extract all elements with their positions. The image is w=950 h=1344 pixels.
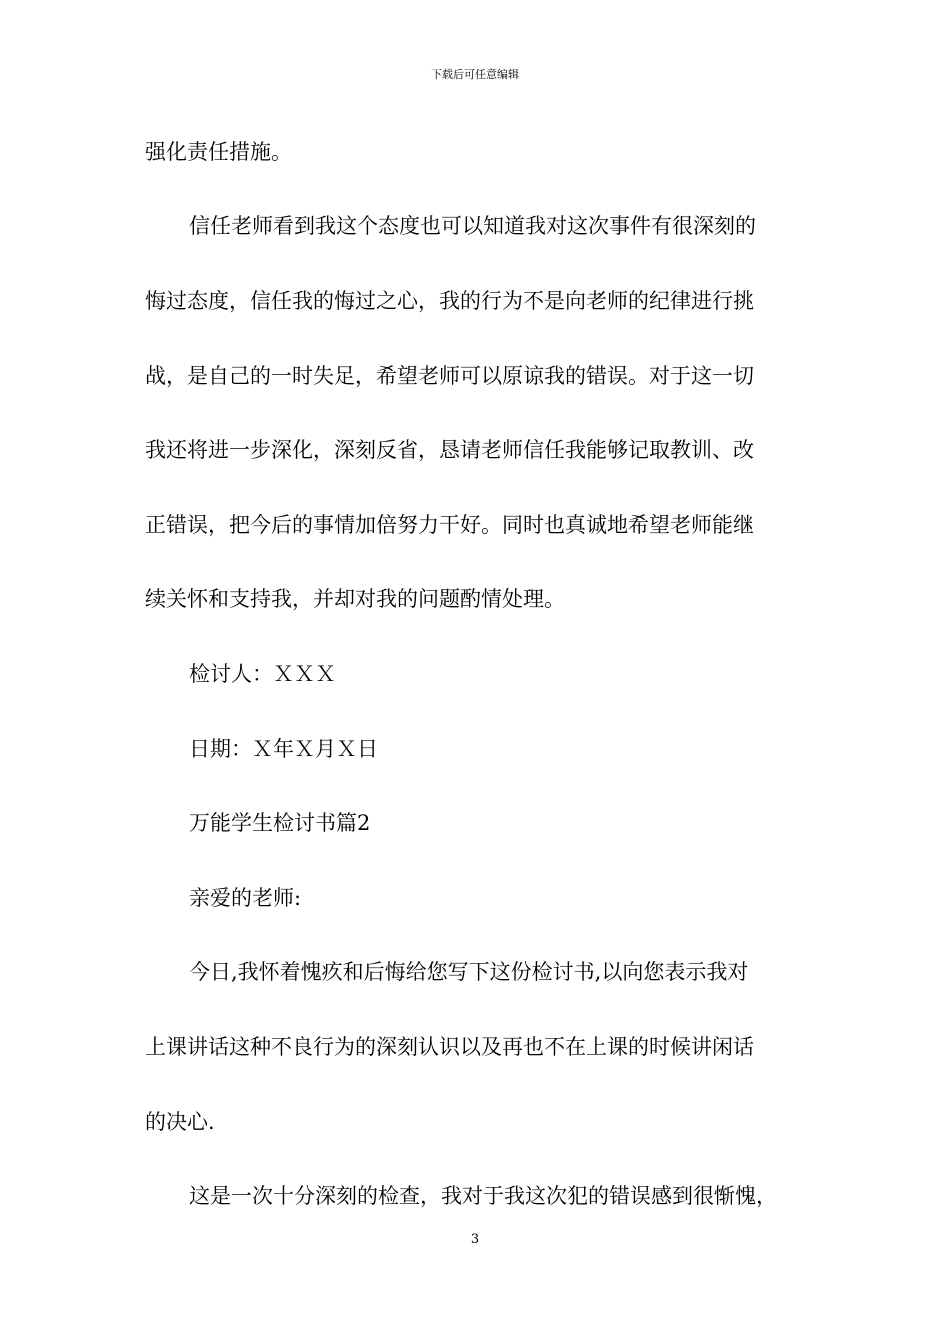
salutation: 亲爱的老师: [189, 886, 302, 910]
body-line: 正错误，把今后的事情加倍努力干好。同时也真诚地希望老师能继 [145, 513, 754, 537]
body-line: 续关怀和支持我，并却对我的问题酌情处理。 [145, 587, 565, 611]
page-number: 3 [470, 1232, 480, 1247]
body-line: 我还将进一步深化，深刻反省，恳请老师信任我能够记取教训、改 [145, 438, 754, 462]
body-line: 悔过态度，信任我的悔过之心，我的行为不是向老师的纪律进行挑 [145, 289, 754, 313]
body-line: 信任老师看到我这个态度也可以知道我对这次事件有很深刻的 [189, 214, 756, 238]
page-header: 下载后可任意编辑 [431, 68, 519, 81]
body-line: 的决心. [145, 1110, 215, 1134]
body-line: 这是一次十分深刻的检查，我对于我这次犯的错误感到很惭愧， [189, 1184, 777, 1208]
date-line: 日期：Ｘ年Ｘ月Ｘ日 [189, 737, 378, 761]
body-line: 战，是自己的一时失足，希望老师可以原谅我的错误。对于这一切 [145, 364, 754, 388]
signatory-line: 检讨人：ＸＸＸ [189, 662, 336, 686]
body-line: 上课讲话这种不良行为的深刻认识以及再也不在上课的时候讲闲话 [145, 1035, 754, 1059]
body-line: 强化责任措施。 [145, 140, 292, 164]
body-line: 今日,我怀着愧疚和后悔给您写下这份检讨书,以向您表示我对 [189, 960, 749, 984]
section-title: 万能学生检讨书篇2 [189, 811, 371, 835]
